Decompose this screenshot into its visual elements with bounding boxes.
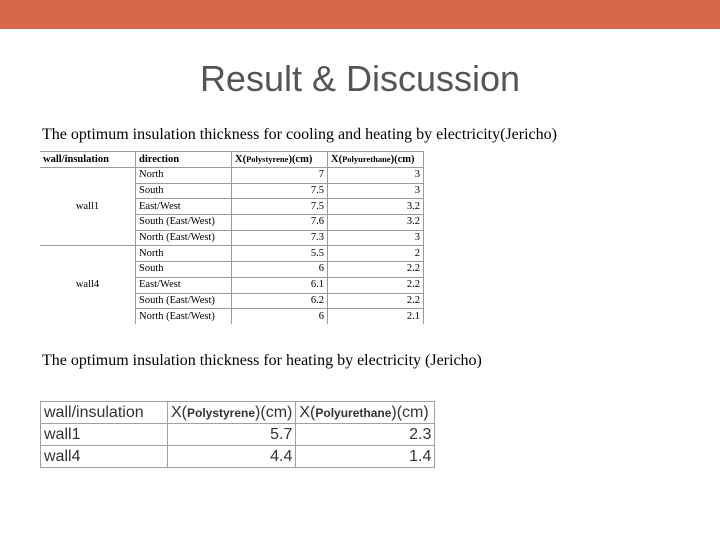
- polystyrene-cell: 6.2: [232, 293, 328, 309]
- direction-cell: South: [136, 262, 232, 278]
- polystyrene-cell: 6: [232, 262, 328, 278]
- polyurethane-cell: 2.2: [328, 262, 424, 278]
- polystyrene-cell: 6.1: [232, 277, 328, 293]
- wall-cell: wall4: [41, 446, 168, 468]
- wall-label: wall1: [40, 168, 136, 246]
- polystyrene-cell: 7.6: [232, 215, 328, 231]
- table-row: [40, 168, 424, 184]
- table-header-row: [40, 152, 424, 168]
- polyurethane-cell: 2.2: [328, 293, 424, 309]
- direction-cell: South (East/West): [136, 293, 232, 309]
- polystyrene-cell: 7.5: [232, 199, 328, 215]
- polyurethane-cell: 3.2: [328, 215, 424, 231]
- header-polyurethane: X(Polyurethane)(cm): [328, 152, 424, 168]
- table-header-row: [41, 402, 435, 424]
- polystyrene-cell: 6: [232, 309, 328, 324]
- direction-cell: North: [136, 246, 232, 262]
- direction-cell: South: [136, 183, 232, 199]
- polyurethane-cell: 1.4: [296, 446, 435, 468]
- polyurethane-cell: 3: [328, 230, 424, 246]
- polystyrene-cell: 7.3: [232, 230, 328, 246]
- polystyrene-cell: 7.5: [232, 183, 328, 199]
- polystyrene-cell: 7: [232, 168, 328, 184]
- direction-cell: North: [136, 168, 232, 184]
- polystyrene-cell: 4.4: [168, 446, 296, 468]
- caption-cooling-heating: The optimum insulation thickness for cooling and heating by electricity(Jericho): [42, 126, 557, 143]
- direction-cell: South (East/West): [136, 215, 232, 231]
- header-wall: wall/insulation: [40, 152, 136, 168]
- polyurethane-cell: 2.3: [296, 424, 435, 446]
- wall-label: wall4: [40, 246, 136, 324]
- polystyrene-cell: 5.7: [168, 424, 296, 446]
- header-polystyrene: X(Polystyrene)(cm): [232, 152, 328, 168]
- table-row: [41, 424, 435, 446]
- header-polystyrene: X(Polystyrene)(cm): [168, 402, 296, 424]
- polyurethane-cell: 2.1: [328, 309, 424, 324]
- direction-cell: North (East/West): [136, 230, 232, 246]
- polyurethane-cell: 2: [328, 246, 424, 262]
- direction-cell: East/West: [136, 199, 232, 215]
- header-polyurethane: X(Polyurethane)(cm): [296, 402, 435, 424]
- polyurethane-cell: 2.2: [328, 277, 424, 293]
- wall-cell: wall1: [41, 424, 168, 446]
- header-wall: wall/insulation: [41, 402, 168, 424]
- table-row: [41, 446, 435, 468]
- polyurethane-cell: 3: [328, 183, 424, 199]
- direction-cell: North (East/West): [136, 309, 232, 324]
- slide-title: Result & Discussion: [199, 58, 521, 99]
- direction-cell: East/West: [136, 277, 232, 293]
- cooling-heating-table: [40, 151, 424, 324]
- polystyrene-cell: 5.5: [232, 246, 328, 262]
- heating-table: [40, 401, 435, 468]
- header-direction: direction: [136, 152, 232, 168]
- polyurethane-cell: 3.2: [328, 199, 424, 215]
- caption-heating: The optimum insulation thickness for heating by electricity (Jericho): [42, 352, 482, 369]
- table-row: [40, 246, 424, 262]
- polyurethane-cell: 3: [328, 168, 424, 184]
- slide-top-bar: [0, 0, 720, 29]
